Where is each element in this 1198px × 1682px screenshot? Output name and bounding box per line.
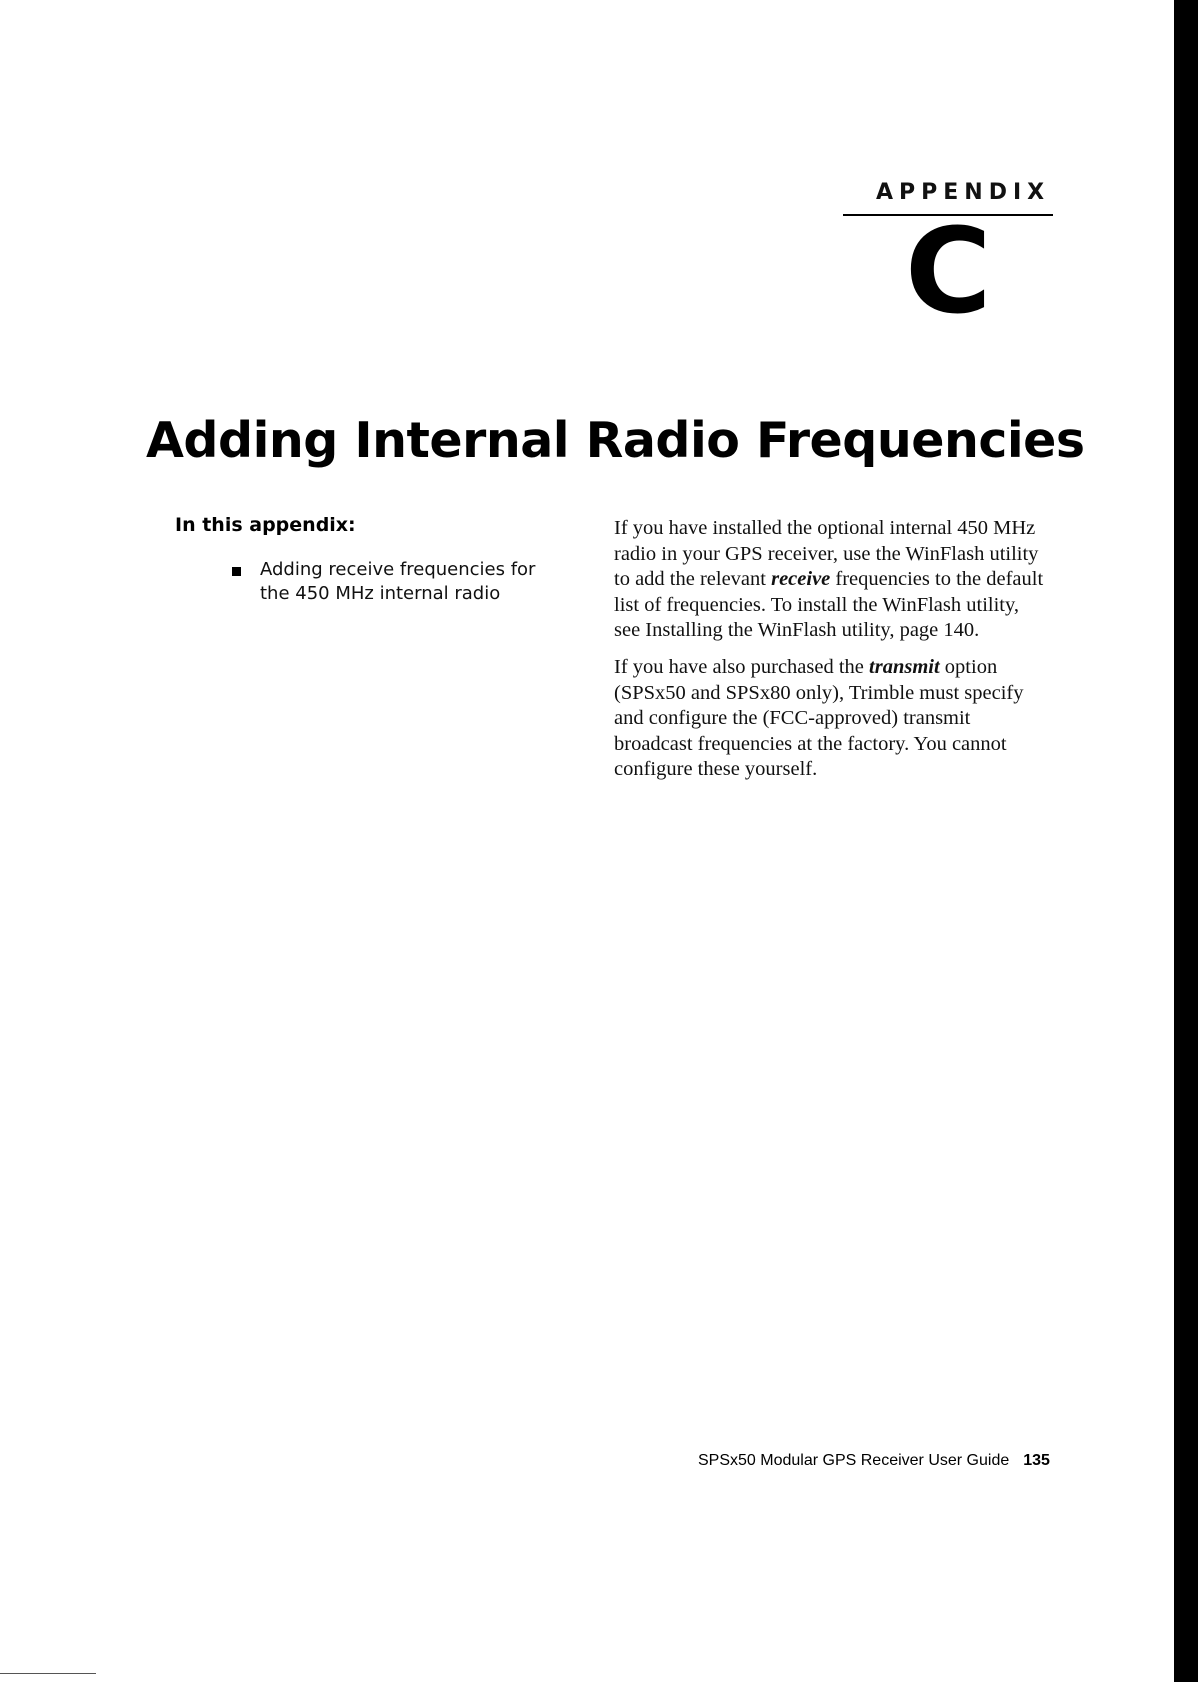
receive-emphasis: receive bbox=[771, 568, 831, 591]
body-paragraph-1 bbox=[614, 516, 1046, 644]
body-column bbox=[614, 516, 1046, 794]
p2-text-before: If you have also purchased the bbox=[614, 655, 870, 678]
scan-edge-border bbox=[1174, 0, 1198, 1682]
transmit-emphasis: transmit bbox=[869, 655, 940, 678]
p1-text-before: If you have installed the optional internal 450 MHz radio in your GPS receiver, use the WinFlash utility to add the relevant bbox=[614, 517, 1039, 591]
p2-text-after: option (SPSx50 and SPSx80 only), Trimble must specify and configure the (FCC-approved) transmit broadcast frequencies at the factory. You cannot configure these yourself. bbox=[614, 655, 1024, 781]
page-number: 135 bbox=[1023, 1452, 1050, 1469]
toc-item bbox=[230, 558, 570, 606]
footer-guide-title: SPSx50 Modular GPS Receiver User Guide bbox=[698, 1452, 1010, 1469]
body-paragraph-2 bbox=[614, 655, 1046, 783]
toc-heading: In this appendix: bbox=[175, 514, 356, 536]
toc-item-line-2: the 450 MHz internal radio bbox=[260, 583, 501, 604]
page-title: Adding Internal Radio Frequencies bbox=[146, 412, 1085, 469]
scan-artifact-line bbox=[0, 1673, 96, 1674]
page-footer bbox=[698, 1452, 1050, 1470]
appendix-letter: C bbox=[905, 202, 992, 340]
p1-text-after: frequencies to the default list of frequencies. To install the WinFlash utility, see Installing the WinFlash utility, page 140. bbox=[614, 568, 1044, 642]
appendix-label: APPENDIX bbox=[876, 180, 1051, 205]
toc-item-line-1: Adding receive frequencies for bbox=[260, 559, 536, 580]
bullet-icon bbox=[232, 567, 241, 576]
toc-list bbox=[230, 558, 570, 606]
